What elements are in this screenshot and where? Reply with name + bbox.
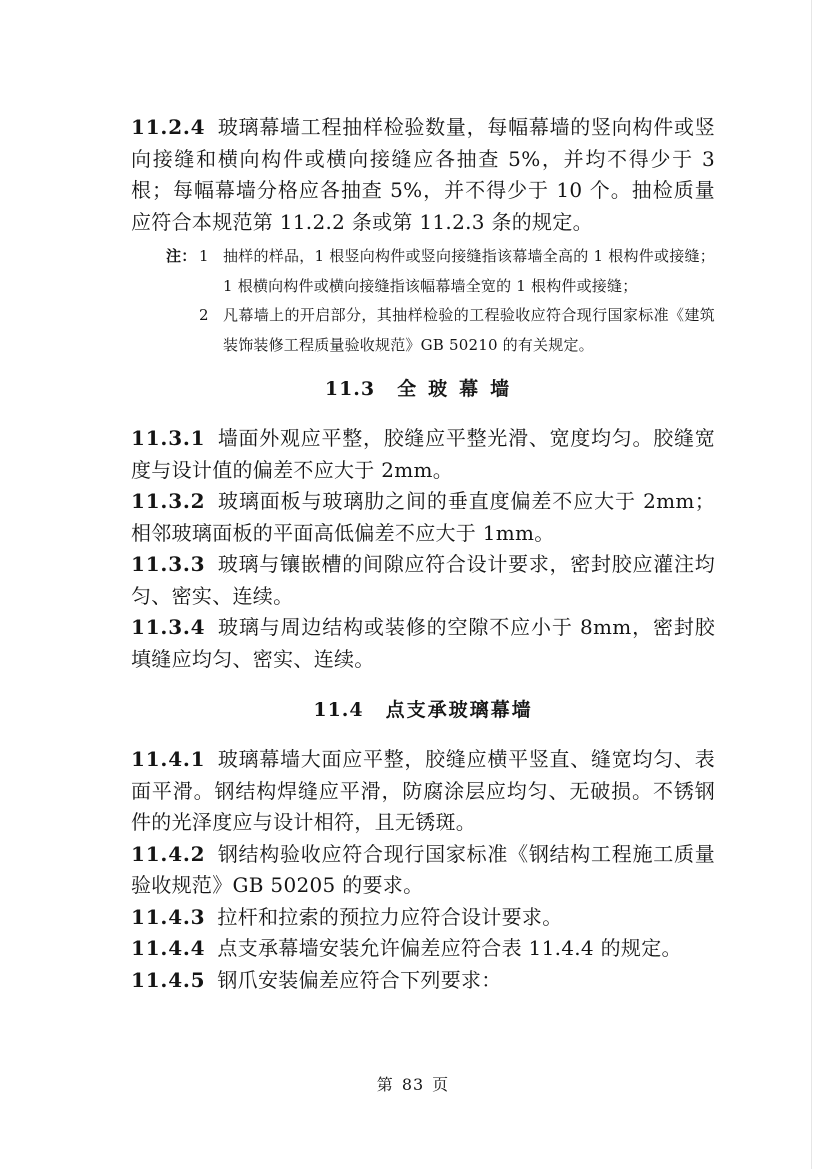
note-text: 抽样的样品，1 根竖向构件或竖向接缝指该幕墙全高的 1 根构件或接缝；1 根横向构件或横向接缝指该幅幕墙全宽的 1 根构件或接缝； [223,247,715,295]
clause-text: 钢结构验收应符合现行国家标准《钢结构工程施工质量验收规范》GB 50205 的要求。 [131,841,715,897]
clause-number: 11.3.4 [131,615,206,639]
footer-suffix: 页 [432,1075,450,1094]
clause-text: 玻璃与镶嵌槽的间隙应符合设计要求，密封胶应灌注均匀、密实、连续。 [131,552,715,608]
clause-11-3-3 [131,549,715,612]
section-title: 全玻幕墙 [397,378,522,400]
clause-number: 11.3.2 [131,489,206,513]
clause-number: 11.4.2 [131,841,206,866]
clause-text: 玻璃幕墙工程抽样检验数量，每幅幕墙的竖向构件或竖向接缝和横向构件或横向接缝应各抽查 5%，并均不得少于 3 根；每幅幕墙分格应各抽查 5%，并不得少于 10 个。抽检质量应符合本规范第 11.2.2 条或第 11.2.3 条的规定。 [131,115,715,234]
page-number: 83 [401,1075,425,1094]
clause-number: 11.3.1 [131,426,206,450]
clause-11-2-4 [131,112,715,238]
page-edge-line [811,0,812,1169]
clause-number: 11.4.4 [131,936,206,960]
note-text: 凡幕墙上的开启部分，其抽样检验的工程验收应符合现行国家标准《建筑装饰装修工程质量验收规范》GB 50210 的有关规定。 [223,306,715,354]
note-number: 2 [199,306,209,324]
clause-11-4-3 [131,902,715,934]
note-item-1 [131,242,715,301]
note-item-2 [131,301,715,360]
clause-text: 玻璃幕墙大面应平整，胶缝应横平竖直、缝宽均匀、表面平滑。钢结构焊缝应平滑，防腐涂层应均匀、无破损。不锈钢件的光泽度应与设计相符，且无锈斑。 [131,747,715,834]
clause-11-4-4 [131,933,715,965]
clause-text: 玻璃面板与玻璃肋之间的垂直度偏差不应大于 2mm；相邻玻璃面板的平面高低偏差不应大于 1mm。 [131,489,715,545]
clause-number: 11.2.4 [131,115,206,139]
clause-11-4-2 [131,839,715,902]
document-page [131,112,715,996]
note-number: 1 [199,247,209,265]
notes-block [131,242,715,360]
clause-11-4-5 [131,965,715,997]
section-number: 11.4 [313,699,364,721]
clause-text: 玻璃与周边结构或装修的空隙不应小于 8mm，密封胶填缝应均匀、密实、连续。 [131,615,715,671]
clause-text: 点支承幕墙安装允许偏差应符合表 11.4.4 的规定。 [217,936,682,960]
page-footer [0,1072,826,1095]
clause-11-4-1 [131,744,715,839]
section-number: 11.3 [324,378,376,400]
clause-number: 11.4.1 [131,747,206,771]
clause-11-3-2 [131,486,715,549]
clause-text: 钢爪安装偏差应符合下列要求： [217,967,502,992]
clause-number: 11.4.5 [131,967,206,992]
clause-text: 墙面外观应平整，胶缝应平整光滑、宽度均匀。胶缝宽度与设计值的偏差不应大于 2mm。 [131,426,715,482]
note-prefix: 注： [166,247,197,265]
clause-11-3-1 [131,423,715,486]
clause-number: 11.3.3 [131,552,206,576]
section-heading-11-3 [131,374,715,401]
section-title: 点支承玻璃幕墙 [385,699,533,721]
section-heading-11-4 [131,695,715,722]
clause-11-3-4 [131,612,715,675]
clause-number: 11.4.3 [131,904,206,929]
clause-text: 拉杆和拉索的预拉力应符合设计要求。 [217,904,563,929]
footer-prefix: 第 [376,1075,394,1094]
